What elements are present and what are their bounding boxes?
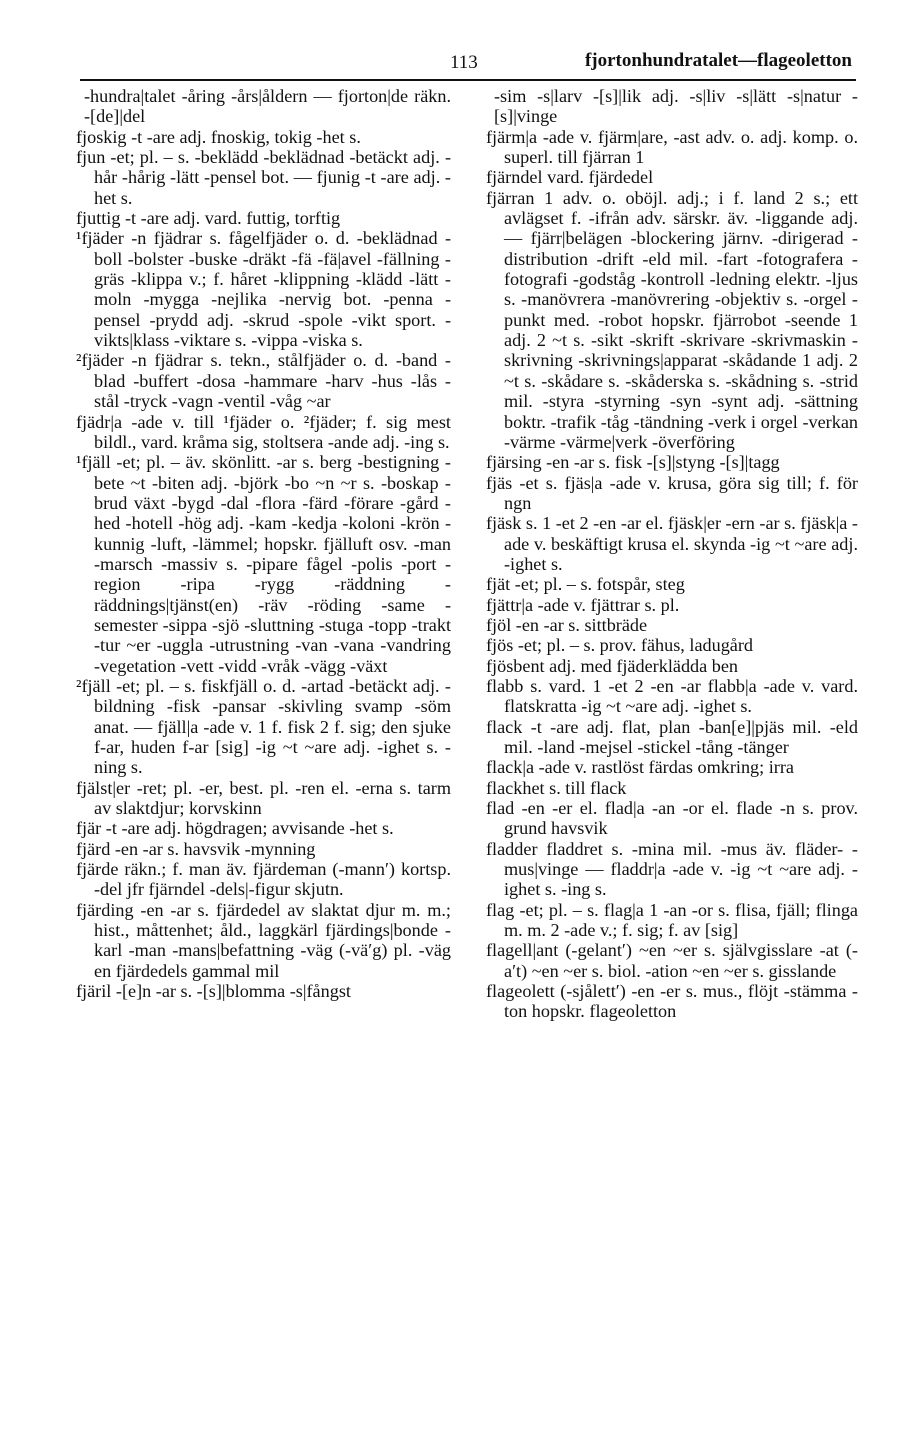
dictionary-entry: fjädr|a -ade v. till ¹fjäder o. ²fjäder; f. sig mest bildl., vard. kråma sig, stoltsera -ande adj. -ing s. [76, 411, 451, 452]
running-head: fjortonhundratalet—flageoletton [584, 50, 852, 71]
dictionary-entry: flag -et; pl. – s. flag|a 1 -an -or s. flisa, fjäll; flinga m. m. 2 -ade v.; f. sig; f. av [sig] [486, 899, 858, 941]
dictionary-entry: fjärsing -en -ar s. fisk -[s]|styng -[s]|tagg [486, 452, 780, 473]
dictionary-entry: fjärding -en -ar s. fjärdedel av slaktat djur m. m.; hist., måttenhet; åld., laggkärl fjärdings|bonde -karl -man -mans|befattning -väg (-vä′g) pl. -väg en fjärdedels gammal mil [76, 899, 451, 981]
dictionary-entry: flabb s. vard. 1 -et 2 -en -ar flabb|a -ade v. vard. flatskratta -ig ~t ~are adj. -ighet s. [486, 675, 858, 717]
dictionary-entry: fjös -et; pl. – s. prov. fähus, ladugård [486, 635, 754, 656]
dictionary-entry: fjäsk s. 1 -et 2 -en -ar el. fjäsk|er -ern -ar s. fjäsk|a -ade v. beskäftigt krusa el. skynda -ig ~t ~are adj. -ighet s. [486, 513, 858, 574]
dictionary-entry: fjärde räkn.; f. man äv. fjärdeman (-mann′) kortsp. -del jfr fjärndel -dels|-figur skjutn. [76, 859, 451, 900]
dictionary-entry: fjär -t -are adj. högdragen; avvisande -het s. [76, 818, 394, 839]
dictionary-entry: ¹fjäder -n fjädrar s. fågelfjäder o. d. -beklädnad -boll -bolster -buske -dräkt -fä -fä|avel -fällning -gräs -klippa v.; f. håret -klippning -klädd -lätt -moln -mygga -nejlika -nervig bot. -penna -pensel -prydd adj. -skrud -spole -vikt sport. -vikts|klass -viktare s. -vippa -viska s. [76, 228, 451, 351]
dictionary-entry: fladder fladdret s. -mina mil. -mus äv. fläder- -mus|vinge — fladdr|a -ade v. -ig ~t ~are adj. -ighet s. -ing s. [486, 838, 858, 900]
dictionary-entry: fjöl -en -ar s. sittbräde [486, 614, 648, 635]
dictionary-entry: flackhet s. till flack [486, 777, 627, 798]
dictionary-entry: fjösbent adj. med fjäderklädda ben [486, 655, 739, 676]
page-header [80, 48, 856, 78]
dictionary-entry: fjärm|a -ade v. fjärm|are, -ast adv. o. adj. komp. o. superl. till fjärran 1 [486, 126, 858, 168]
dictionary-entry: fjärran 1 adv. o. oböjl. adj.; i f. land 2 s.; ett avlägset f. -ifrån adv. särskr. äv. -liggande adj. — fjärr|belägen -blockering järnv. -dirigerad -distribution -drift -eld mil. -fart -fotografera -fotografi -godståg -kontroll -ledning elektr. -ljus s. -manövrera -manövrering -objektiv s. -orgel -punkt med. -robot hopskr. fjärrobot -seende 1 adj. 2 ~t s. -sikt -skrift -skrivare -skrivmaskin -skrivning -skrivnings|apparat -skådande 1 adj. 2 ~t s. -skådare s. -skåderska s. -skådning s. -strid mil. -styra -styrning -syn -synt adj. -sättning boktr. -trafik -tåg -tändning -verk i orgel -verkan -värme -värme|verk -överföring [486, 187, 858, 452]
dictionary-entry: fjättr|a -ade v. fjättrar s. pl. [486, 594, 680, 615]
dictionary-entry: fjäs -et s. fjäs|a -ade v. krusa, göra sig till; f. för ngn [486, 472, 858, 513]
dictionary-entry: fjälst|er -ret; pl. -er, best. pl. -ren el. -erna s. tarm av slaktdjur; korvskinn [76, 777, 451, 819]
dictionary-entry: -sim -s|larv -[s]|lik adj. -s|liv -s|lätt -s|natur -[s]|vinge [494, 86, 858, 127]
dictionary-entry: -hundra|talet -åring -års|åldern — fjorton|de räkn. -[de]|del [84, 86, 451, 127]
header-rule [80, 79, 856, 81]
dictionary-entry: fjät -et; pl. – s. fotspår, steg [486, 574, 685, 595]
dictionary-entry: fjäril -[e]n -ar s. -[s]|blomma -s|fångst [76, 981, 351, 1002]
dictionary-entry: ²fjäll -et; pl. – s. fiskfjäll o. d. -artad -betäckt adj. -bildning -fisk -pansar -skivling svamp -söm anat. — fjäll|a -ade v. 1 f. fisk 2 f. sig; den sjuke f-ar, huden f-ar [sig] -ig ~t ~are adj. -ighet s. -ning s. [76, 675, 451, 778]
dictionary-entry: flad -en -er el. flad|a -an -or el. flade -n s. prov. grund havsvik [486, 798, 858, 839]
right-column [486, 86, 858, 1022]
dictionary-entry: fjärd -en -ar s. havsvik -mynning [76, 838, 316, 859]
dictionary-entry: fjuttig -t -are adj. vard. futtig, torftig [76, 208, 341, 229]
dictionary-entry: ²fjäder -n fjädrar s. tekn., stålfjäder o. d. -band -blad -buffert -dosa -hammare -harv -hus -lås -stål -tryck -vagn -ventil -våg ~ar [76, 350, 451, 412]
dictionary-entry: flack|a -ade v. rastlöst färdas omkring; irra [486, 757, 794, 778]
page-number: 113 [450, 52, 478, 73]
dictionary-entry: fjun -et; pl. – s. -beklädd -beklädnad -betäckt adj. -hår -hårig -lätt -pensel bot. — fjunig -t -are adj. -het s. [76, 147, 451, 208]
dictionary-entry: fjärndel vard. fjärdedel [486, 167, 654, 188]
dictionary-entry: flageolett (-sjålett′) -en -er s. mus., flöjt -stämma -ton hopskr. flageoletton [486, 981, 858, 1022]
dictionary-entry: ¹fjäll -et; pl. – äv. skönlitt. -ar s. berg -bestigning -bete ~t -biten adj. -björk -bo ~n ~r s. -boskap -brud växt -bygd -dal -flora -färd -förare -gård -hed -hotell -hög adj. -kam -kedja -koloni -krön -kunnig -luft, -lämmel; hopskr. fjälluft osv. -man -marsch -massiv s. -pipare fågel -polis -port -region -ripa -rygg -räddning -räddnings|tjänst(en) -räv -röding -same -semester -sippa -sjö -sluttning -stuga -topp -trakt -tur ~er -uggla -utrustning -van -vana -vandring -vegetation -vett -vidd -vråk -vägg -växt [76, 452, 451, 676]
dictionary-entry: fjoskig -t -are adj. fnoskig, tokig -het s. [76, 126, 361, 147]
dictionary-entry: flagell|ant (-gelant′) ~en ~er s. självgisslare -at (-a′t) ~en ~er s. biol. -ation ~en ~er s. gisslande [486, 940, 858, 981]
left-column [76, 86, 451, 1001]
dictionary-entry: flack -t -are adj. flat, plan -ban[e]|pjäs mil. -eld mil. -land -mejsel -stickel -tång -tänger [486, 716, 858, 757]
